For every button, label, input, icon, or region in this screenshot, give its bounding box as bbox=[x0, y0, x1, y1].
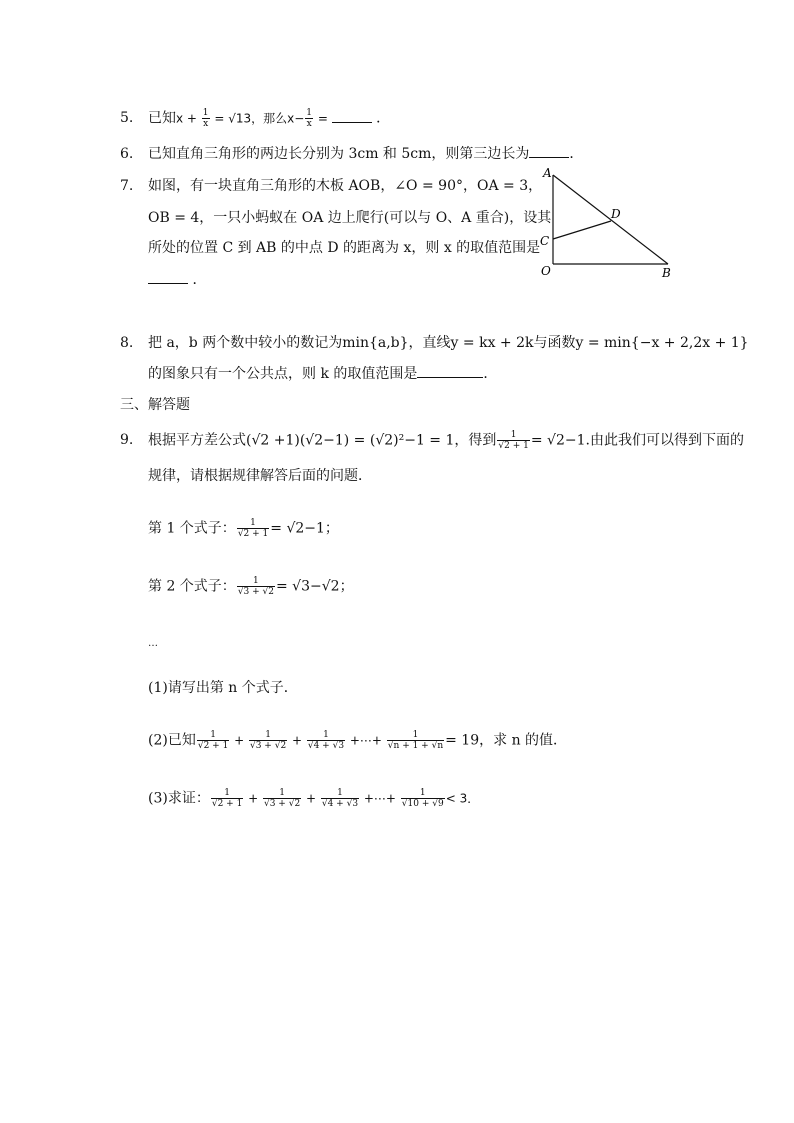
q9-ellipsis: … bbox=[148, 638, 158, 649]
q7-line-3: 所处的位置 C 到 AB 的中点 D 的距离为 x，则 x 的取值范围是 bbox=[148, 240, 541, 256]
q5-expr-4: = bbox=[314, 111, 332, 126]
q5-frac-2: $\frac{1}{x}$ bbox=[306, 108, 313, 129]
part-3-frac-3: $\frac{1}{√4 + √3}$ bbox=[321, 788, 359, 809]
q9-part-3 bbox=[148, 788, 479, 809]
q7-line-2: OB = 4，一只小蚂蚁在 OA 边上爬行(可以与 O、A 重合)，设其 bbox=[148, 210, 552, 226]
plus-2: + bbox=[288, 733, 306, 748]
formula-1-label: 第 1 个式子： bbox=[148, 520, 236, 537]
plus-1: + bbox=[244, 791, 262, 806]
q5-frac-1: $\frac{1}{x}$ bbox=[202, 108, 209, 129]
q8-answer-blank[interactable] bbox=[417, 365, 483, 378]
formula-2-result: = √3−√2； bbox=[276, 578, 354, 595]
label-o: O bbox=[541, 264, 551, 278]
part-2-label: (2)已知 bbox=[148, 732, 196, 749]
q9-line-1 bbox=[148, 430, 744, 451]
formula-2-frac: $\frac{1}{√3 + √2}$ bbox=[237, 576, 274, 597]
label-c: C bbox=[540, 234, 550, 248]
part-2-tail: = 19，求 n 的值． bbox=[445, 732, 568, 749]
section-heading: 三、解答题 bbox=[120, 397, 190, 413]
ellipsis-plus: +⋯+ bbox=[360, 791, 400, 806]
part-3-tail: < 3． bbox=[445, 791, 480, 806]
q9-formula-1 bbox=[148, 518, 339, 539]
part-3-frac-1: $\frac{1}{√2 + 1}$ bbox=[211, 788, 243, 809]
q8-line-2 bbox=[148, 364, 497, 384]
q5-answer-blank[interactable] bbox=[332, 110, 372, 123]
q5-period: ． bbox=[376, 110, 391, 127]
part-2-frac-3: $\frac{1}{√4 + √3}$ bbox=[307, 730, 345, 751]
ellipsis-plus: +⋯+ bbox=[346, 733, 386, 748]
q9-formula-2 bbox=[148, 576, 354, 597]
segment-cd bbox=[553, 221, 611, 239]
q7-number: 7. bbox=[120, 178, 134, 194]
q5-expr-3: x− bbox=[287, 111, 305, 126]
part-3-frac-2: $\frac{1}{√3 + √2}$ bbox=[263, 788, 301, 809]
q9-intro-tail: = √2−1.由此我们可以得到下面的 bbox=[530, 432, 744, 449]
q9-line-2: 规律，请根据规律解答后面的问题． bbox=[148, 468, 372, 484]
q9-part-2 bbox=[148, 730, 567, 751]
label-b: B bbox=[662, 266, 671, 280]
q5-lead: 已知 bbox=[148, 110, 176, 127]
q7-answer-blank[interactable] bbox=[148, 271, 188, 284]
q6-answer-blank[interactable] bbox=[529, 145, 569, 158]
plus-1: + bbox=[230, 733, 248, 748]
q9-part-1: (1)请写出第 n 个式子． bbox=[148, 680, 298, 696]
part-3-label: (3)求证： bbox=[148, 790, 210, 807]
part-2-frac-1: $\frac{1}{√2 + 1}$ bbox=[197, 730, 229, 751]
q6-text bbox=[148, 144, 583, 164]
q9-intro: 根据平方差公式(√2 +1)(√2−1) = (√2)²−1 = 1，得到 bbox=[148, 432, 497, 449]
q7-line-4 bbox=[148, 270, 206, 290]
q5-number: 5. bbox=[120, 110, 134, 126]
q6-body: 已知直角三角形的两边长分别为 3cm 和 5cm，则第三边长为 bbox=[148, 146, 530, 162]
q8-body: 的图象只有一个公共点，则 k 的取值范围是 bbox=[148, 366, 418, 382]
label-d: D bbox=[611, 207, 621, 221]
formula-2-label: 第 2 个式子： bbox=[148, 578, 236, 595]
q9-number: 9. bbox=[120, 432, 134, 448]
q8-period: ． bbox=[483, 366, 498, 382]
formula-1-result: = √2−1； bbox=[270, 520, 339, 537]
q7-period: ． bbox=[192, 272, 207, 288]
q5-expr-2: = √13，那么 bbox=[210, 111, 288, 126]
q5-text bbox=[148, 108, 390, 129]
q5-expr-1: x + bbox=[176, 111, 201, 126]
q8-line-1: 把 a，b 两个数中较小的数记为min{a,b}，直线y = kx + 2k与函数y = min{−x + 2,2x + 1} bbox=[148, 335, 749, 351]
label-a: A bbox=[543, 166, 552, 180]
formula-1-frac: $\frac{1}{√2 + 1}$ bbox=[237, 518, 269, 539]
q8-number: 8. bbox=[120, 335, 134, 351]
q6-number: 6. bbox=[120, 146, 134, 162]
part-2-frac-2: $\frac{1}{√3 + √2}$ bbox=[249, 730, 287, 751]
q6-period: ． bbox=[569, 146, 584, 162]
part-3-frac-last: $\frac{1}{√10 + √9}$ bbox=[401, 788, 444, 809]
q7-line-1: 如图，有一块直角三角形的木板 AOB，∠O = 90°，OA = 3， bbox=[148, 178, 543, 194]
q9-intro-frac: $\frac{1}{√2 + 1}$ bbox=[498, 430, 529, 451]
q7-triangle-figure bbox=[535, 165, 680, 283]
plus-2: + bbox=[302, 791, 320, 806]
part-2-frac-n: $\frac{1}{√n + 1 + √n}$ bbox=[387, 730, 444, 751]
